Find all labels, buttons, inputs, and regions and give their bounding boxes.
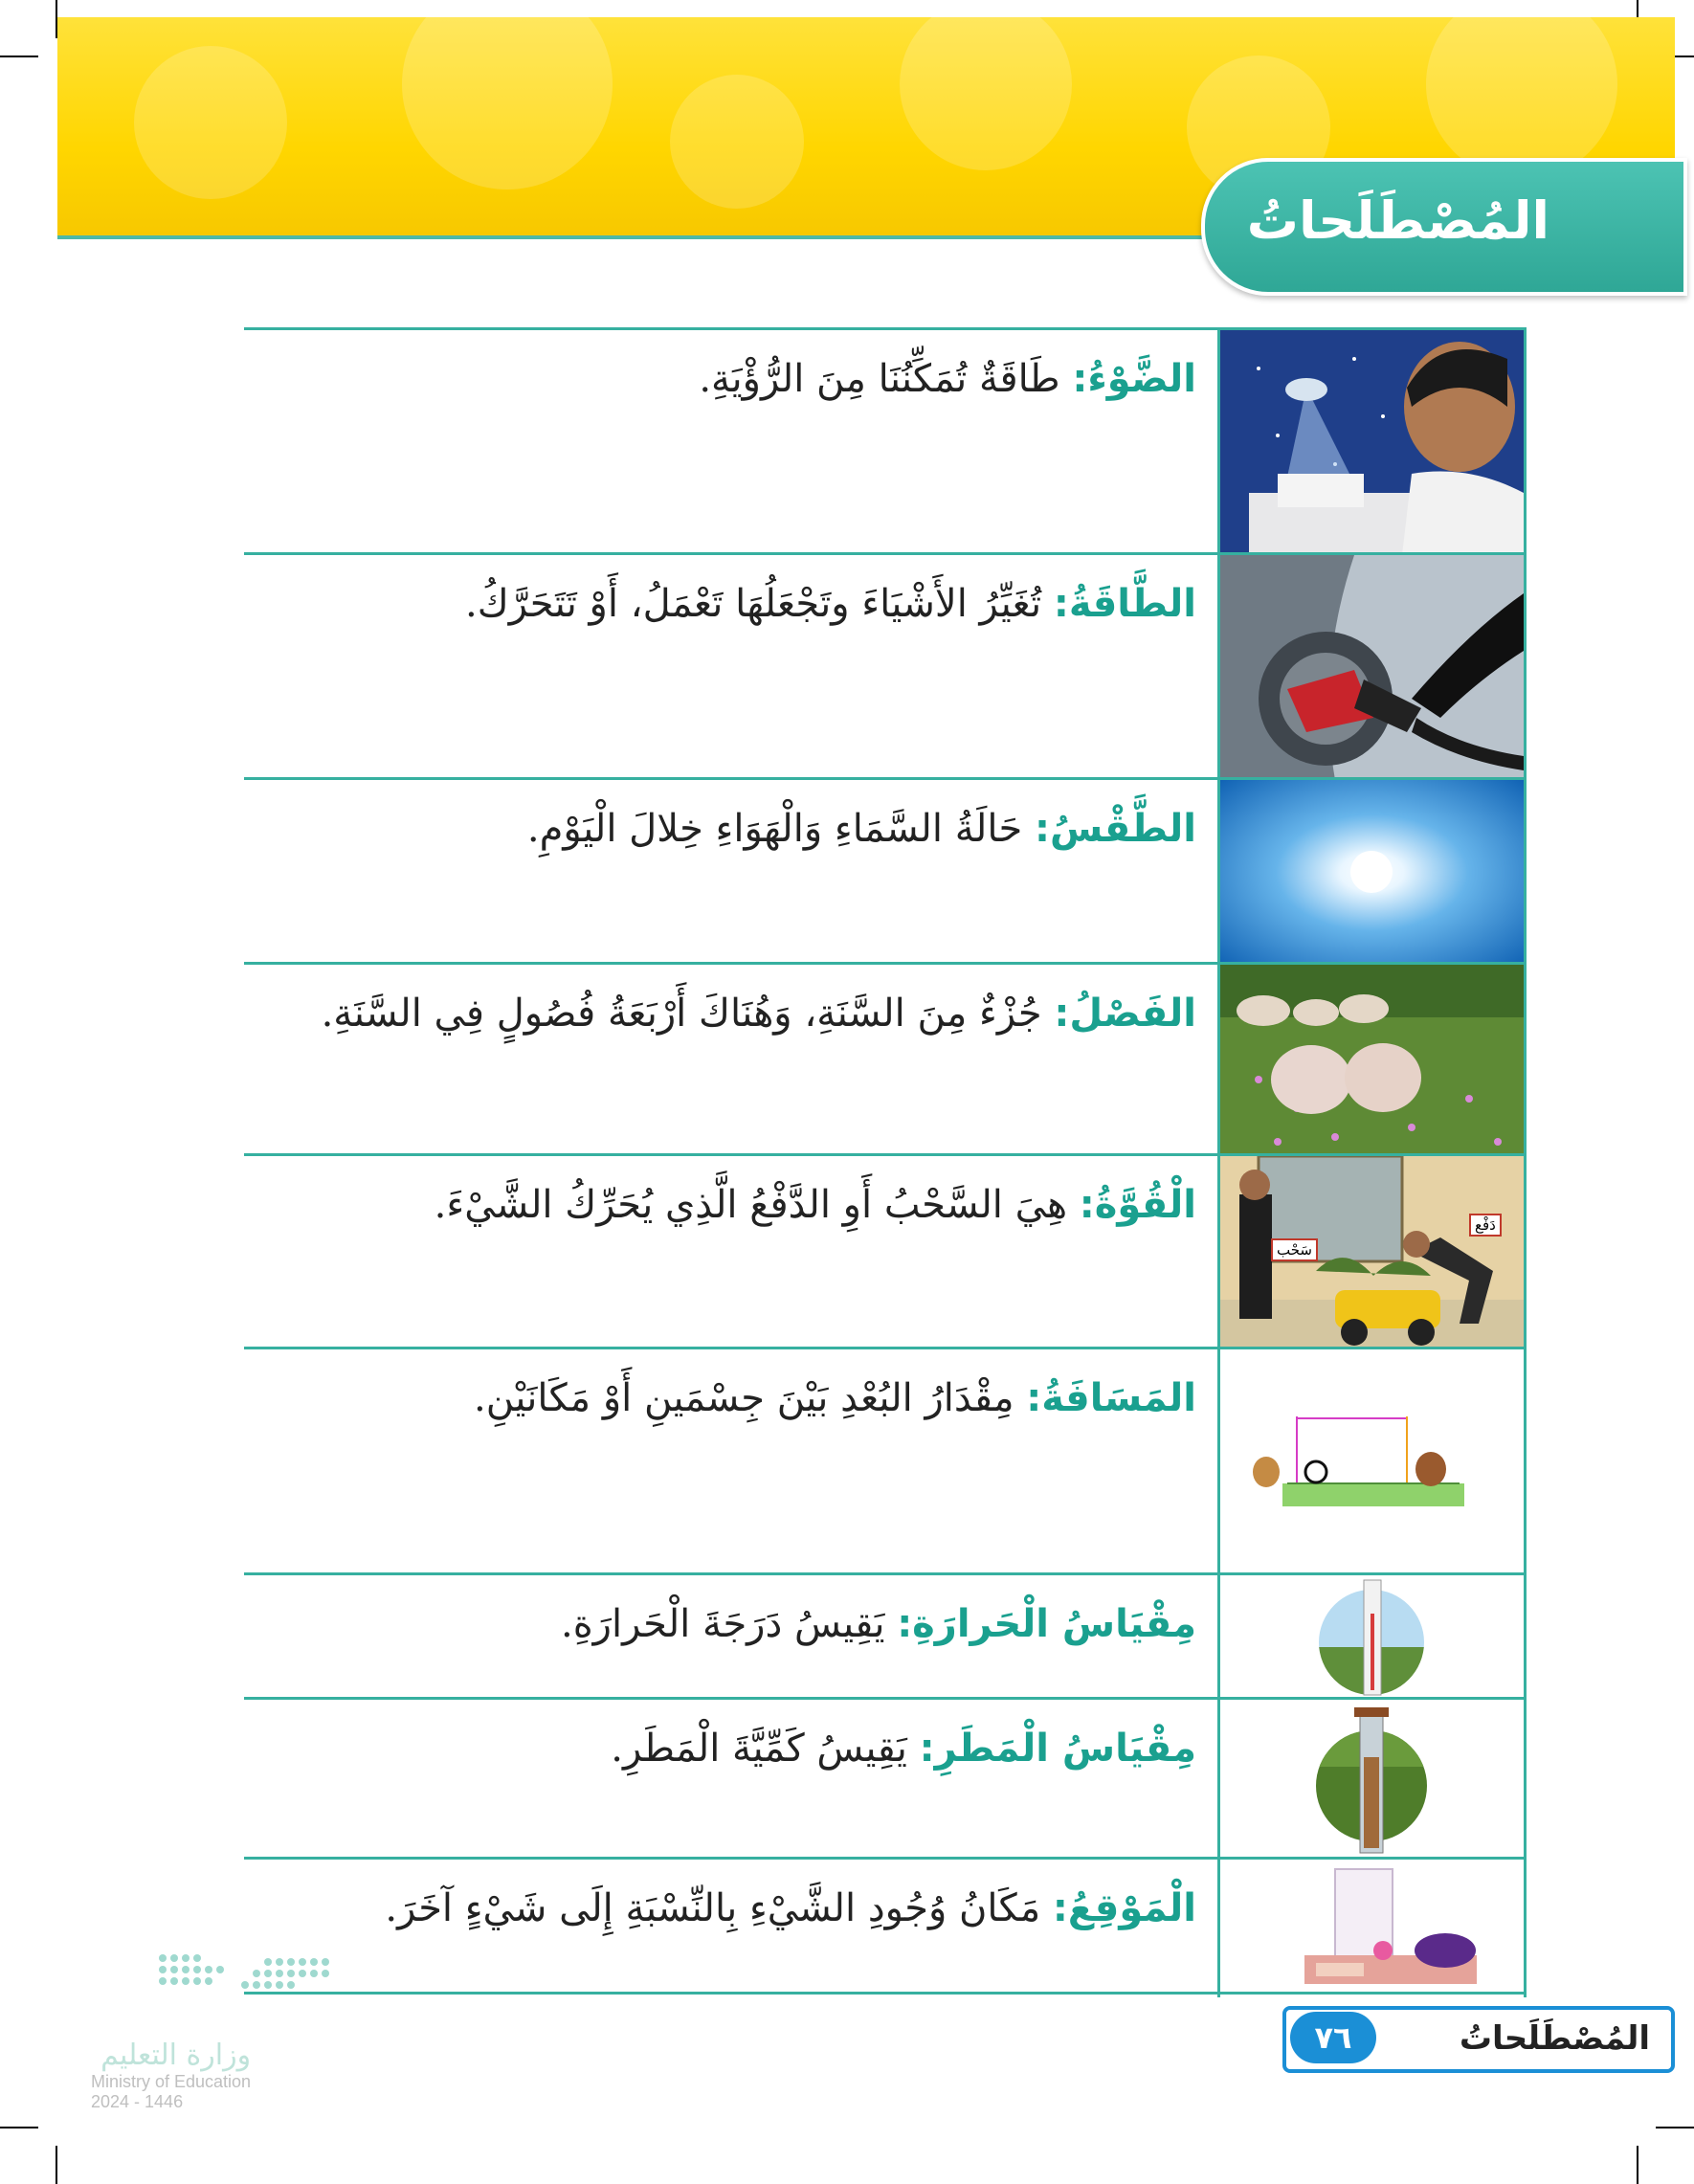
glossary-row <box>244 552 1527 780</box>
ministry-name-ar: وزارة التعليم <box>100 2039 252 2072</box>
glossary-row <box>244 327 1527 555</box>
push-label: دَفْع <box>1469 1214 1502 1237</box>
glossary-term: الطَّاقَةُ: <box>1053 582 1196 626</box>
glossary-table <box>244 327 1527 1995</box>
crop-mark <box>0 2127 38 2128</box>
glossary-entry <box>322 992 1196 1036</box>
crop-mark <box>1656 2127 1694 2128</box>
rain-gauge-image <box>1220 1700 1524 1860</box>
boys-push-pull-toy-car-image <box>1220 1156 1524 1349</box>
glossary-term: الْمَوْقِعُ: <box>1052 1886 1196 1930</box>
glossary-row <box>244 1697 1527 1860</box>
glossary-entry <box>527 807 1196 851</box>
glossary-definition: حَالَةُ السَّمَاءِ وَالْهَوَاءِ خِلالَ الْيَوْمِ. <box>526 807 1023 851</box>
glossary-row <box>244 777 1527 965</box>
crop-mark <box>1637 2146 1638 2184</box>
ruler-ball-toys-image <box>1220 1349 1524 1575</box>
fuel-pump-car-image <box>1220 555 1524 780</box>
glossary-term: المَسَافَةُ: <box>1026 1376 1196 1420</box>
glossary-entry <box>474 1376 1196 1420</box>
thermometer-image <box>1220 1575 1524 1700</box>
glossary-row <box>244 1347 1527 1575</box>
crop-mark <box>56 2146 57 2184</box>
glossary-row <box>244 962 1527 1156</box>
glossary-term: مِقْيَاسُ الْحَرارَةِ: <box>897 1602 1196 1646</box>
glossary-entry <box>465 582 1196 626</box>
objects-on-table-image <box>1220 1860 1524 1997</box>
glossary-row <box>244 1857 1527 1997</box>
ministry-year: 2024 - 1446 <box>91 2092 184 2111</box>
glossary-definition: يَقِيسُ دَرَجَةَ الْحَرارَةِ. <box>561 1602 885 1646</box>
glossary-definition: هِيَ السَّحْبُ أَوِ الدَّفْعُ الَّذِي يُحَرِّكُ الشَّيْءَ. <box>434 1183 1068 1227</box>
glossary-definition: تُغَيِّرُ الأَشْيَاءَ وتَجْعَلُهَا تَعْمَلُ، أَوْ تَتَحَرَّكُ. <box>465 582 1042 626</box>
glossary-entry <box>435 1183 1196 1227</box>
glossary-term: الْقُوَّةُ: <box>1079 1183 1196 1227</box>
sheep-in-meadow-image <box>1220 965 1524 1156</box>
table-bottom-border <box>244 1992 1527 1995</box>
sun-in-sky-image <box>1220 780 1524 965</box>
glossary-entry <box>561 1602 1196 1646</box>
glossary-term: مِقْيَاسُ الْمَطَرِ: <box>919 1727 1196 1771</box>
glossary-definition: جُزْءٌ مِنَ السَّنَةِ، وَهُنَاكَ أَرْبَعَةُ فُصُولٍ فِي السَّنَةِ. <box>321 992 1042 1036</box>
ministry-name-en: Ministry of Education <box>91 2072 252 2091</box>
ministry-logo-dots <box>153 1952 340 1995</box>
boy-desk-lamp-image <box>1220 330 1524 555</box>
glossary-entry <box>699 357 1196 401</box>
page-number: ٧٦ <box>1290 2012 1376 2063</box>
glossary-term: الفَصْلُ: <box>1054 992 1196 1036</box>
page-title: المُصْطَلَحاتُ <box>1246 190 1549 251</box>
glossary-row <box>244 1572 1527 1700</box>
page-title-tab <box>1201 158 1687 296</box>
glossary-definition: يَقِيسُ كَمِّيَّةَ الْمَطَرِ. <box>611 1727 907 1771</box>
glossary-term: الطَّقْسُ: <box>1034 807 1196 851</box>
glossary-row <box>244 1153 1527 1349</box>
footer-section-label: المُصْطَلَحاتُ <box>1459 2019 1650 2058</box>
glossary-definition: طَاقَةٌ تُمَكِّنُنَا مِنَ الرُّؤْيَةِ. <box>699 357 1060 401</box>
glossary-definition: مَكَانُ وُجُودِ الشَّيْءِ بِالنِّسْبَةِ إِلَى شَيْءٍ آخَرَ. <box>385 1886 1041 1930</box>
glossary-entry <box>385 1886 1196 1930</box>
glossary-term: الضَّوْءُ: <box>1072 357 1196 401</box>
pull-label: سَحْب <box>1271 1238 1318 1261</box>
glossary-definition: مِقْدَارُ البُعْدِ بَيْنَ جِسْمَينِ أَوْ مَكَانَيْنِ. <box>474 1376 1014 1420</box>
crop-mark <box>0 56 38 57</box>
glossary-entry <box>611 1727 1196 1771</box>
ministry-watermark <box>91 2039 251 2112</box>
